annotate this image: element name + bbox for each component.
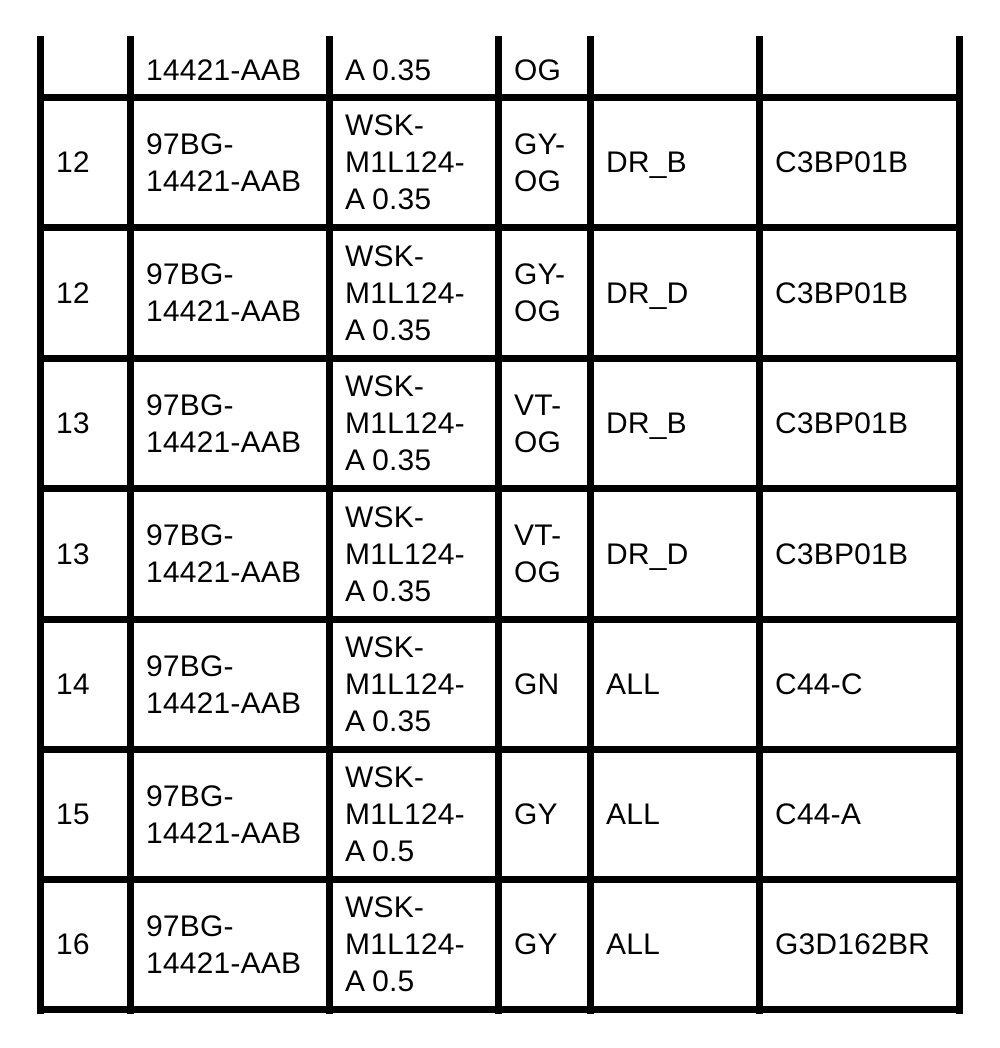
row-7-pin: 16 — [56, 928, 90, 961]
row-4-pin: 13 — [56, 537, 90, 571]
row-2-variant: DR_D — [606, 276, 689, 310]
row-1-wire-spec: WSK- M1L124- A 0.35 — [345, 109, 465, 216]
row-2-pin: 12 — [56, 276, 90, 310]
wiring-table — [37, 36, 963, 1014]
row-4-variant: DR_D — [606, 537, 689, 571]
row-3-connector: C3BP01B — [775, 407, 909, 440]
row-2-wire-spec: WSK- M1L124- A 0.35 — [345, 239, 465, 347]
row-1-variant: DR_B — [606, 146, 687, 179]
column-divider — [587, 36, 594, 1014]
row-4-color: VT- OG — [514, 519, 562, 589]
row-7-wire-spec: WSK- M1L124- A 0.5 — [345, 891, 465, 998]
row-divider — [37, 355, 963, 362]
row-6-pin: 15 — [56, 798, 90, 831]
column-divider — [326, 36, 333, 1014]
partial-row-cell-color: OG — [514, 54, 562, 87]
row-divider — [37, 224, 963, 231]
partial-row-cell-pin — [44, 36, 127, 94]
row-4-part-number: 97BG- 14421-AAB — [146, 519, 302, 589]
row-6-color: GY — [514, 798, 558, 831]
row-6-wire-spec: WSK- M1L124- A 0.5 — [345, 761, 465, 868]
row-3-variant: DR_B — [606, 407, 687, 440]
row-4-connector: C3BP01B — [775, 537, 909, 571]
row-3-pin: 13 — [56, 407, 90, 440]
row-1-pin: 12 — [56, 146, 90, 179]
partial-row-cell-connector — [763, 36, 956, 94]
row-divider — [37, 876, 963, 883]
column-divider — [37, 36, 44, 1014]
row-1-color: GY- OG — [514, 127, 566, 198]
column-divider — [956, 36, 963, 1014]
row-7-variant: ALL — [606, 928, 660, 961]
partial-row-cell-wire-spec: A 0.35 — [345, 54, 432, 87]
row-7-part-number: 97BG- 14421-AAB — [146, 909, 302, 980]
row-3-part-number: 97BG- 14421-AAB — [146, 388, 302, 459]
row-7-color: GY — [514, 928, 558, 961]
row-5-wire-spec: WSK- M1L124- A 0.35 — [345, 631, 465, 738]
row-5-connector: C44-C — [775, 668, 863, 701]
row-divider — [37, 94, 963, 101]
row-6-connector: C44-A — [775, 798, 862, 831]
row-divider — [37, 1006, 963, 1013]
column-divider — [756, 36, 763, 1014]
row-2-color: GY- OG — [514, 258, 566, 328]
row-divider — [37, 746, 963, 753]
row-7-connector: G3D162BR — [775, 928, 931, 961]
row-5-variant: ALL — [606, 668, 660, 701]
row-divider — [37, 485, 963, 492]
row-4-wire-spec: WSK- M1L124- A 0.35 — [345, 500, 465, 608]
partial-row-cell-part-number: 14421-AAB — [146, 54, 302, 87]
row-1-connector: C3BP01B — [775, 146, 909, 179]
row-divider — [37, 616, 963, 623]
column-divider — [127, 36, 134, 1014]
row-5-color: GN — [514, 668, 560, 701]
row-6-part-number: 97BG- 14421-AAB — [146, 779, 302, 850]
row-1-part-number: 97BG- 14421-AAB — [146, 127, 302, 198]
row-6-variant: ALL — [606, 798, 660, 831]
column-divider — [495, 36, 502, 1014]
row-5-part-number: 97BG- 14421-AAB — [146, 649, 302, 720]
row-2-connector: C3BP01B — [775, 276, 909, 310]
row-2-part-number: 97BG- 14421-AAB — [146, 258, 302, 328]
row-3-wire-spec: WSK- M1L124- A 0.35 — [345, 370, 465, 477]
partial-row-cell-variant — [594, 36, 756, 94]
row-5-pin: 14 — [56, 668, 90, 701]
row-3-color: VT- OG — [514, 388, 562, 459]
